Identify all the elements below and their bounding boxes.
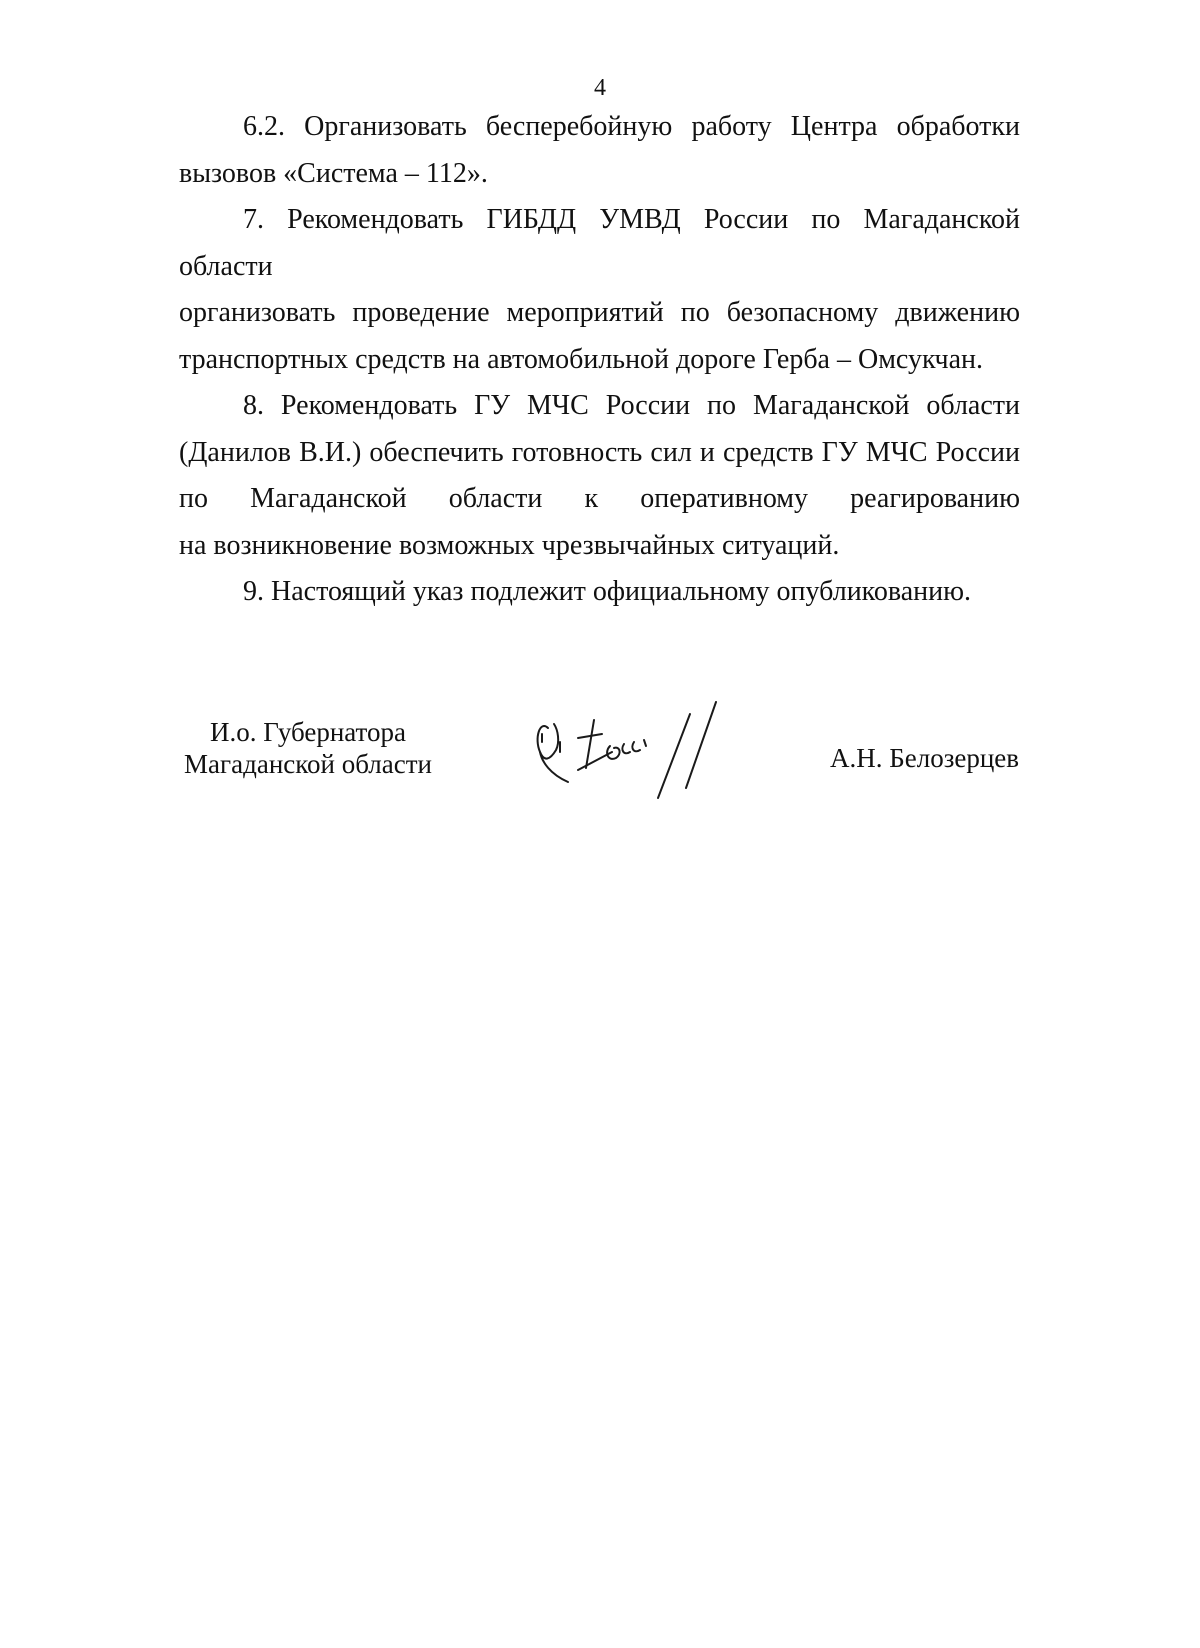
page-number: 4 [594, 75, 606, 101]
paragraph-8-line-3: по Магаданской области к оперативному реагированию [179, 483, 1020, 514]
paragraph-8-line-4: на возникновение возможных чрезвычайных ситуаций. [179, 529, 840, 561]
paragraph-9-line-1: 9. Настоящий указ подлежит официальному опубликованию. [243, 576, 972, 607]
paragraph-7-line-1: 7. Рекомендовать ГИБДД УМВД России по Магаданской области [179, 204, 1020, 282]
signer-title-line-1: И.о. Губернатора [209, 717, 406, 747]
paragraph-8-line-1: 8. Рекомендовать ГУ МЧС России по Магаданской области [243, 390, 1020, 421]
handwritten-signature [520, 690, 740, 810]
paragraph-7-line-3: транспортных средств на автомобильной дороге Герба – Омсукчан. [179, 343, 983, 375]
document-body [179, 104, 1020, 616]
paragraph-6-2-line-2: вызовов «Система – 112». [179, 157, 488, 189]
signer-name: А.Н. Белозерцев [830, 743, 1020, 773]
paragraph-6-2-line-1: 6.2. Организовать бесперебойную работу Центра обработки [243, 111, 1020, 142]
paragraph-8-line-2: (Данилов В.И.) обеспечить готовность сил и средств ГУ МЧС России [179, 436, 1020, 468]
paragraph-7-line-2: организовать проведение мероприятий по безопасному движению [179, 297, 1020, 328]
signer-title [178, 716, 438, 780]
signer-title-line-2: Магаданской области [184, 749, 432, 779]
